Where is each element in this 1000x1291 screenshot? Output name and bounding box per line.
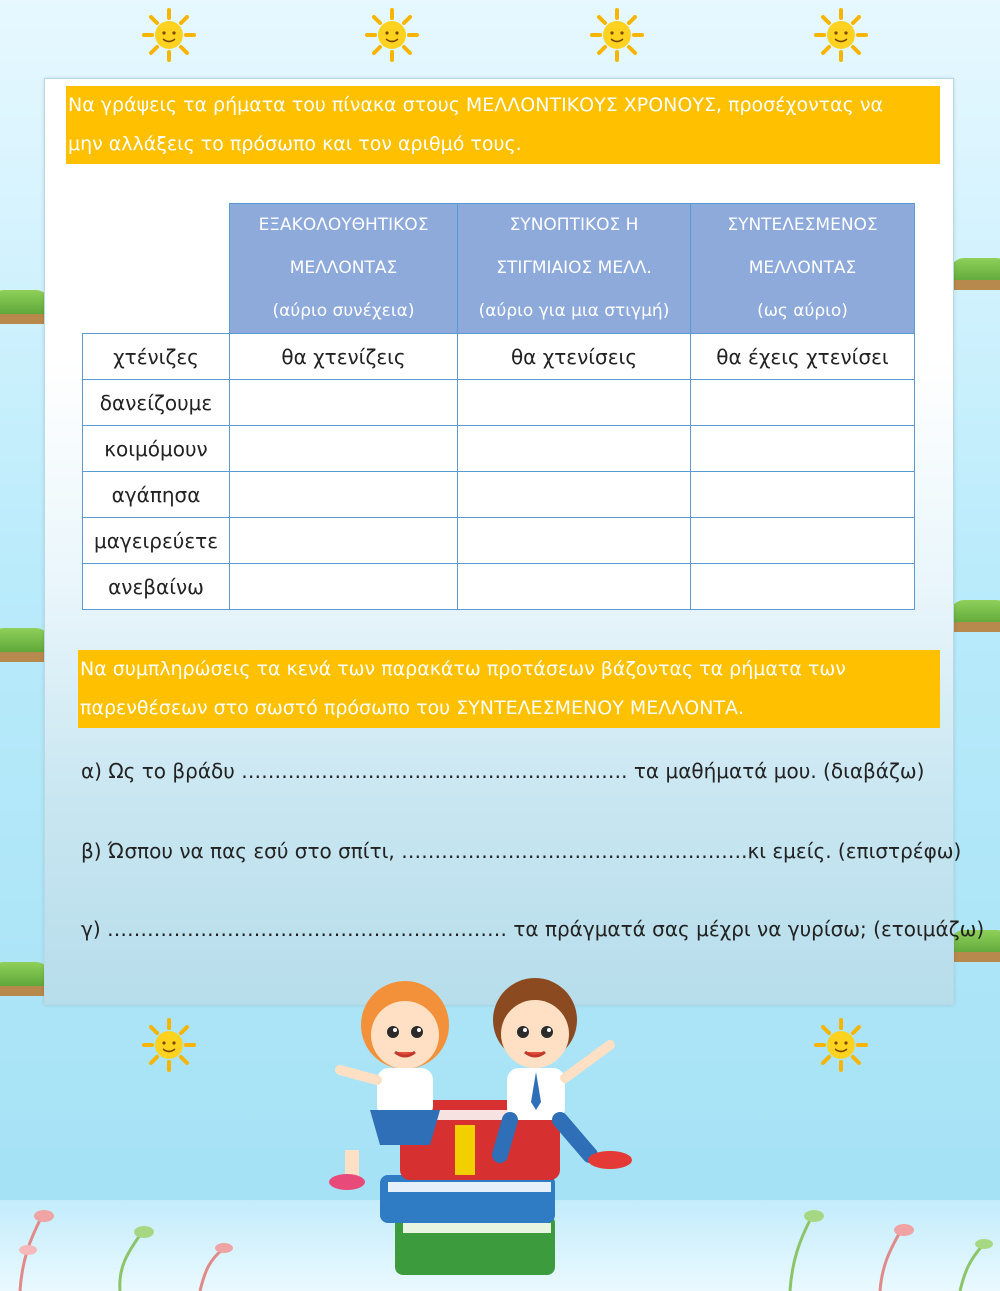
instruction-2-line-2: παρενθέσεων στο σωστό πρόσωπο του ΣΥΝΤΕΛΕΣΜΕΝΟΥ ΜΕΛΛΟΝΤΑ.	[80, 697, 745, 719]
instruction-banner-2	[78, 650, 940, 728]
fill-blank[interactable]: …………………………………………….	[401, 839, 748, 863]
table-row	[83, 426, 915, 472]
table-row	[83, 334, 915, 380]
soil-strip	[0, 986, 44, 996]
sun-icon	[142, 8, 196, 62]
answer-cell[interactable]	[230, 380, 458, 426]
answer-cell[interactable]	[458, 472, 691, 518]
sentence-text: γ)	[81, 917, 107, 941]
table-row	[83, 518, 915, 564]
soil-strip	[0, 314, 44, 324]
answer-cell[interactable]	[230, 426, 458, 472]
answer-cell[interactable]	[691, 426, 915, 472]
instruction-2-line-1: Να συμπληρώσεις τα κενά των παρακάτω προτάσεων βάζοντας τα ρήματα των	[80, 658, 846, 680]
table-header-row	[83, 204, 915, 334]
soil-strip	[952, 952, 1000, 962]
soil-strip	[0, 652, 44, 662]
sentence-a	[81, 759, 924, 783]
sun-icon	[365, 8, 419, 62]
sun-icon	[814, 1018, 868, 1072]
answer-cell[interactable]	[691, 380, 915, 426]
header-simple-future	[458, 204, 691, 334]
sentence-text: τα πράγματά σας μέχρι να γυρίσω; (ετοιμάζω)	[507, 917, 985, 941]
instruction-1-line-1: Να γράψεις τα ρήματα του πίνακα στους ΜΕΛΛΟΝΤΙΚΟΥΣ ΧΡΟΝΟΥΣ, προσέχοντας να	[68, 94, 883, 116]
verb-cell: κοιμόμουν	[83, 426, 230, 472]
header-line: ΣΥΝΤΕΛΕΣΜΕΝΟΣ	[727, 215, 878, 235]
verb-cell: αγάπησα	[83, 472, 230, 518]
header-line: ΜΕΛΛΟΝΤΑΣ	[289, 258, 398, 278]
verb-cell: μαγειρεύετε	[83, 518, 230, 564]
header-perfect-future	[691, 204, 915, 334]
plant-decoration	[770, 1180, 1000, 1291]
header-line: ΕΞΑΚΟΛΟΥΘΗΤΙΚΟΣ	[258, 215, 429, 235]
table-row	[83, 564, 915, 610]
fill-blank[interactable]: ………………………………………………….	[241, 759, 628, 783]
table-corner	[83, 204, 230, 334]
answer-cell[interactable]	[458, 518, 691, 564]
verb-cell: δανείζουμε	[83, 380, 230, 426]
header-continuous-future	[230, 204, 458, 334]
verb-cell: ανεβαίνω	[83, 564, 230, 610]
grass-strip	[0, 962, 50, 988]
sentence-text: α) Ως το βράδυ	[81, 759, 242, 783]
table-row	[83, 380, 915, 426]
sentence-text: κι εμείς. (επιστρέφω)	[747, 839, 962, 863]
answer-cell[interactable]	[691, 564, 915, 610]
answer-cell: θα χτενίσεις	[458, 334, 691, 380]
answer-cell: θα έχεις χτενίσει	[691, 334, 915, 380]
verb-cell: χτένιζες	[83, 334, 230, 380]
answer-cell[interactable]	[458, 564, 691, 610]
instruction-1-line-2: μην αλλάξεις το πρόσωπο και τον αριθμό τους.	[68, 133, 522, 155]
grass-strip	[0, 290, 50, 316]
sentence-c	[81, 917, 984, 941]
header-line: ΣΤΙΓΜΙΑΙΟΣ ΜΕΛΛ.	[496, 258, 652, 278]
table-row	[83, 472, 915, 518]
soil-strip	[952, 280, 1000, 290]
answer-cell[interactable]	[230, 472, 458, 518]
soil-strip	[952, 622, 1000, 632]
grass-strip	[0, 628, 50, 654]
verb-tense-table	[82, 203, 915, 610]
sun-icon	[814, 8, 868, 62]
kids-on-books-illustration	[325, 960, 665, 1291]
sentence-b	[81, 839, 961, 863]
answer-cell[interactable]	[691, 518, 915, 564]
header-line: (ως αύριο)	[757, 301, 848, 321]
sentence-text: τα μαθήματά μου. (διαβάζω)	[627, 759, 925, 783]
sentence-text: β) Ώσπου να πας εσύ στο σπίτι,	[81, 839, 402, 863]
fill-blank[interactable]: ……………………………………………………	[107, 917, 507, 941]
sun-icon	[142, 1018, 196, 1072]
instruction-banner-1	[66, 86, 940, 164]
answer-cell[interactable]	[230, 518, 458, 564]
answer-cell[interactable]	[458, 426, 691, 472]
header-line: ΣΥΝΟΠΤΙΚΟΣ Η	[509, 215, 639, 235]
answer-cell[interactable]	[691, 472, 915, 518]
plant-decoration	[0, 1180, 240, 1291]
header-line: ΜΕΛΛΟΝΤΑΣ	[748, 258, 857, 278]
sun-icon	[590, 8, 644, 62]
answer-cell: θα χτενίζεις	[230, 334, 458, 380]
answer-cell[interactable]	[230, 564, 458, 610]
header-line: (αύριο για μια στιγμή)	[478, 301, 670, 321]
answer-cell[interactable]	[458, 380, 691, 426]
header-line: (αύριο συνέχεια)	[272, 301, 415, 321]
